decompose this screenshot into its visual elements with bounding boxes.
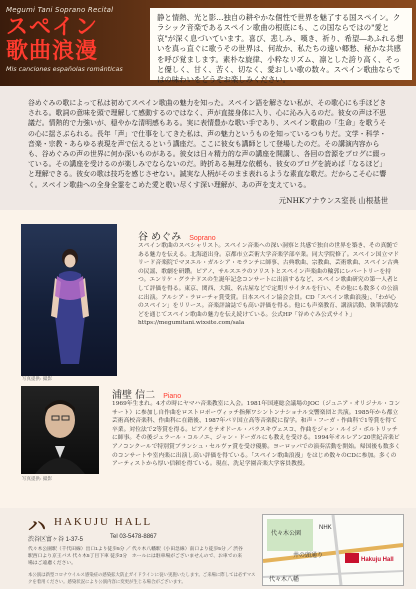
venue-access-info: 代々木公園駅（千代田線）出口1より徒歩5分 ／ 代々木八幡駅（小田急線）南口より徒歩5分 ／ 渋谷駅西口より京王バス 代々木5丁目下車 徒歩3分 ホールには駐車場がございませんので、お車での来場はご遠慮ください。 (28, 547, 243, 566)
title-block (6, 6, 151, 73)
endorsement-text: 谷めぐみの歌によって私は初めてスペイン歌曲の魅力を知った。スペイン語を解さない私が、その歌心にも手ほどきされる。歌詞の意味を頭で理解して感動するのではなく、声が直接身体に入り、心に沁み入るのだ。彼女の声は不思議だ。情熱的で力強いが、穏やかな清明感もある。実に表情豊かな歌い手であり、スペイン歌曲の「生命」を歌うその心に揺さぶられる。長年「声」で仕事をしてきた私は、声の魅力というものを知っているつもりだ。文学・科学・音楽・宗教・あらゆる表現を声で伝えるという講座だ。ここに彼女も講師として登場したのだ。その講演内容からも、谷めぐみの声の世界に何か深いものがある。彼女は日々精力的な声の講座を開講し、各回の音源をブログに綴っている。その講座を受けるのが楽しみでならないのだ。時折ある無理な依頼も、彼女のブログを読めば「なるほど」と理解できる。彼女の歌は技巧を感じさせない。誠実な人柄がそのまま表れるような素直な歌だ。だからこそ心に響く。スペイン歌曲への全身全霊をこめた愛と敬い尽くす深い理解が、あの声を支えている。 (28, 99, 387, 189)
map-label-hall: Hakuju Hall (361, 557, 394, 563)
map-label-park: 代々木公園 (271, 531, 302, 537)
recital-subtitle: Megumi Tani Soprano Recital (6, 6, 114, 14)
pianist-photo-caption: 写真提供: 撮影 (22, 477, 52, 482)
message-text: 静と情熱、光と影…独自の耕やかな個性で世界を魅了する国スペイン。クラシック音楽であるスペイン歌曲の根底にも、この国ならではの"愛と哀"が深く息づいています。喜び、悲しみ、嘆き、祈り、希望―あふれる想いを真っ直ぐに歌うその世界は、何故か、私たちの遠い郷愁、秘かな共感を呼び覚まします。素朴な旋律、小粋なリズム、凛とした誇り高く、そっと優しく、甘く、苦く、切なく、愛おしい歌の数々。スペイン歌曲ならではの味わいをどうぞお楽しみください。 (157, 13, 404, 85)
soprano-name: 谷 めぐみ (138, 232, 182, 243)
hall-logo-icon: ハ (28, 516, 46, 537)
venue-section (0, 508, 416, 589)
soprano-photo (21, 224, 117, 376)
venue-map (262, 514, 404, 586)
venue-notice: 本公演は新型コロナウイルス感染症の感染拡大防止ガイドラインに従い実施いたします。ご来場に際しては必ずマスクを着用ください。感染状況により公演内容に変更が生じる場合がございます。 (28, 572, 256, 584)
venue-address: 渋谷区富ヶ谷 1-37-5 (28, 537, 84, 543)
recital-title-line1: スペイン (6, 14, 99, 40)
map-image (263, 515, 403, 585)
message-box (150, 8, 412, 85)
map-label-station: 代々木八幡 (269, 577, 300, 583)
pianist-heading (112, 386, 181, 401)
pianist-role: Piano (163, 393, 182, 400)
soprano-heading (138, 228, 216, 243)
soprano-role: Soprano (189, 235, 216, 242)
recital-title-line2: 歌曲浪漫 (6, 38, 99, 64)
map-label-street: 井の頭通り (293, 553, 324, 559)
soprano-photo-caption: 写真提供: 撮影 (22, 377, 52, 382)
soprano-figure-image (49, 246, 91, 366)
venue-name: HAKUJU HALL (54, 516, 153, 528)
pianist-bio: 1969年生まれ。4才の時にヤマハ音楽教室に入会。1981年国連総会議場のJOC（ジュニア・オリジナル・コンサート）に参加し自作曲をロストロポーヴィッチ指揮ワシントンナショナル交響楽団と共演。1985年から都立芸術高校音楽科、作曲科に在籍後、1987年パリ国立高等音楽院に留学。和声・フーガ・作曲科で1等賞を得て卒業。対位法で2等賞を得る。ピアノをテオドール・パラスキヴェスコ、作曲をジャン・ルイジ・ボルトリッチに師事。その後ジェラール・コルノエ、ジャン・ドーガルにも教えを受ける。1994年オルレアン20世紀音楽ピアノコンクールで特別賞ブランシュ・セルヴァ賞を受け優勝。ヨーロッパでの演奏活動を開始。帰国後も数多くのコンサートや室内楽に出演し高い評価を得ている。「スペイン歌曲浪漫」をはじめ数々のCDに参加。多くのアーティストから厚い信頼を得ている。現在、洗足学園音楽大学客員教授。 (112, 401, 401, 468)
map-label-nhk: NHK (319, 525, 332, 531)
header-banner (0, 0, 416, 86)
recital-title-spanish: Mis canciones españolas románticas (6, 65, 123, 73)
endorsement-signature: 元NHKアナウンス室長 山根基世 (278, 195, 388, 205)
venue-phone: Tel 03-5478-8867 (110, 534, 157, 540)
profiles-section (0, 210, 416, 508)
pianist-portrait-image (21, 386, 99, 474)
soprano-bio: スペイン歌曲のスペシャリスト。スペイン音楽への深い洞察と共感で独自の世界を築き、その真髄である魅力を伝える。北海道出身。京都市立芸術大学音楽学部卒業。同大学院修了。スペイン国立マドリード音楽院でマヌエル・ガルシア・モランテに師事、古典歌曲、宗教曲、芸術歌曲、スペイン古典の民謡、歌劇を研鑽。ピアノ、サルスエラのソリストとスペイン声楽曲の輪郭にレパートリーを持つ。エンリケ・グラナドスの生誕年記念コンサートに出演するなど、スペイン歌曲研究の第一人者として評価を得る。東京、関西、大阪、名古屋などで定期リサイタルを行い、その他にも数多くの公演に出演。アルシア・ラローチャ賞受賞。日本スペイン協会会員。CD「スペイン歌曲浪漫」、「わが心のスペイン」をリリース。音楽評論誌でも高い評価を得る。他にも声楽教育、講演活動、執筆活動などを通じてスペイン歌曲の魅力を伝え続けている。公式HP「谷めぐみ公式サイト」https://megumitani.wixsite.com/sala (138, 243, 399, 327)
endorsement-section (0, 86, 416, 210)
pianist-name: 浦壁 信二 (112, 390, 156, 401)
pianist-photo (21, 386, 99, 474)
